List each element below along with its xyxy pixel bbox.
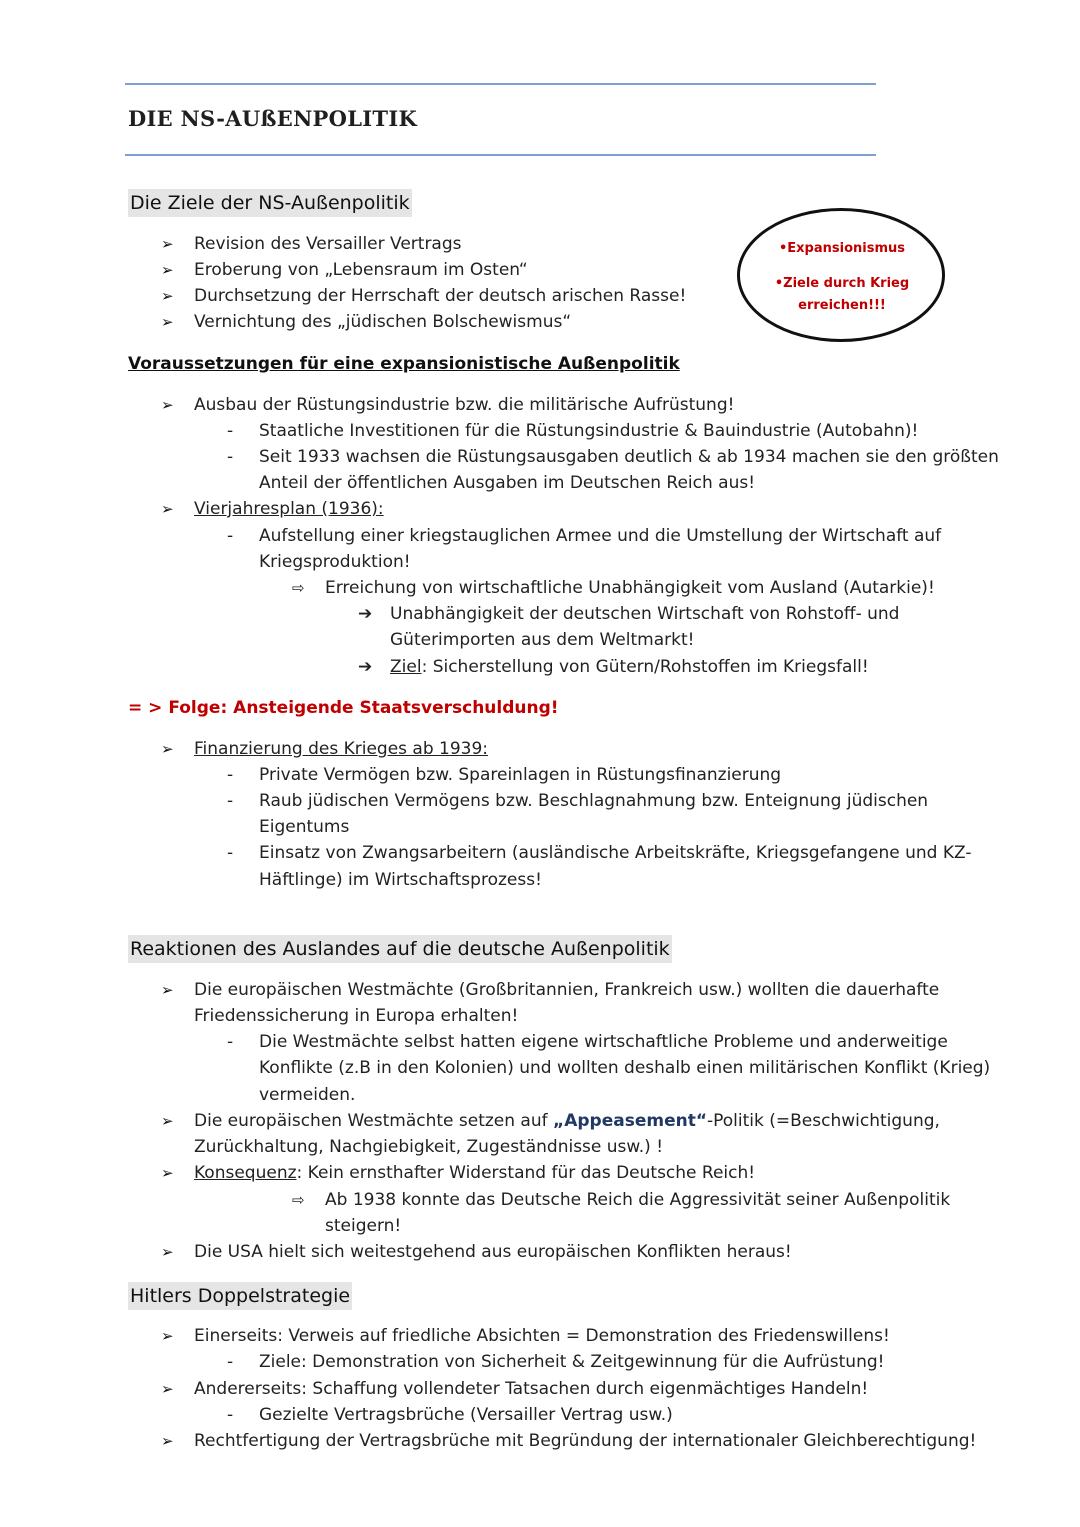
appeasement-item [194,1109,940,1133]
war-financing-subitem: Private Vermögen bzw. Spareinlagen in Rüstungsfinanzierung [259,765,782,785]
bullet-icon: ➢ [161,396,174,414]
dash-icon: - [227,447,234,467]
section-heading-reactions: Reaktionen des Auslandes auf die deutsche Außenpolitik [128,935,672,963]
reaction-subitem-cont: Konflikte (z.B in den Kolonien) und wollten deshalb einen militärischen Konflikt (Krieg) [259,1058,991,1078]
consequence-text: : Kein ernsthafter Widerstand für das Deutsche Reich! [296,1163,756,1183]
strategy-item: Andererseits: Schaffung vollendeter Tatsachen durch eigenmächtiges Handeln! [194,1379,869,1399]
reaction-item: Die europäischen Westmächte (Großbritannien, Frankreich usw.) wollten die dauerhafte [194,980,940,1000]
prereq-subitem: Seit 1933 wachsen die Rüstungsausgaben deutlich & ab 1934 machen sie den größten [259,447,999,467]
top-rule [125,83,876,85]
war-financing-subitem-cont: Häftlinge) im Wirtschaftsprozess! [259,870,542,890]
reaction-subitem: Die Westmächte selbst hatten eigene wirtschaftliche Probleme und anderweitige [259,1032,948,1052]
oval-text-expansionism: •Expansionismus [778,241,906,256]
goal-item: Durchsetzung der Herrschaft der deutsch arischen Rasse! [194,286,687,306]
goal-text: : Sicherstellung von Gütern/Rohstoffen im Kriegsfall! [421,657,869,677]
bold-arrow-icon: ➔ [358,604,373,624]
appeasement-item-cont: Zurückhaltung, Nachgiebigkeit, Zugeständnisse usw.) ! [194,1137,664,1157]
hollow-arrow-icon: ⇨ [292,1191,305,1209]
dash-icon: - [227,843,234,863]
appeasement-post: -Politik (=Beschwichtigung, [707,1111,940,1131]
appeasement-term: „Appeasement“ [553,1111,707,1131]
bullet-icon: ➢ [161,1243,174,1261]
dash-icon: - [227,526,234,546]
dash-icon: - [227,421,234,441]
goal-item: Eroberung von „Lebensraum im Osten“ [194,260,528,280]
bullet-icon: ➢ [161,1112,174,1130]
goal-item: Vernichtung des „jüdischen Bolschewismus“ [194,312,572,332]
bullet-icon: ➢ [161,1432,174,1450]
bullet-icon: ➢ [161,313,174,331]
hollow-arrow-icon: ⇨ [292,579,305,597]
aggression-item-cont: steigern! [325,1216,402,1236]
independence-item: Unabhängigkeit der deutschen Wirtschaft von Rohstoff- und [390,604,900,624]
aggression-item: Ab 1938 konnte das Deutsche Reich die Aggressivität seiner Außenpolitik [325,1190,951,1210]
title-rule [125,154,876,156]
dash-icon: - [227,1352,234,1372]
oval-text-war-goals: •Ziele durch Krieg [774,276,910,291]
independence-item-cont: Güterimporten aus dem Weltmarkt! [390,630,695,650]
goal-item: Revision des Versailler Vertrags [194,234,462,254]
bullet-icon: ➢ [161,261,174,279]
consequence-debt: = > Folge: Ansteigende Staatsverschuldung! [128,698,559,718]
dash-icon: - [227,791,234,811]
dash-icon: - [227,1405,234,1425]
bullet-icon: ➢ [161,287,174,305]
strategy-item: Rechtfertigung der Vertragsbrüche mit Begründung der internationaler Gleichberechtigung! [194,1431,977,1451]
autarky-item: Erreichung von wirtschaftliche Unabhängigkeit vom Ausland (Autarkie)! [325,578,935,598]
appeasement-pre: Die europäischen Westmächte setzen auf [194,1111,554,1131]
section-heading-goals: Die Ziele der NS-Außenpolitik [128,189,412,217]
dash-icon: - [227,765,234,785]
usa-item: Die USA hielt sich weitestgehend aus europäischen Konflikten heraus! [194,1242,792,1262]
war-financing-subitem-cont: Eigentums [259,817,350,837]
prereq-item: Ausbau der Rüstungsindustrie bzw. die militärische Aufrüstung! [194,395,735,415]
strategy-subitem: Ziele: Demonstration von Sicherheit & Zeitgewinnung für die Aufrüstung! [259,1352,885,1372]
reaction-subitem-cont: vermeiden. [259,1085,356,1105]
strategy-subitem: Gezielte Vertragsbrüche (Versailler Vertrag usw.) [259,1405,673,1425]
war-financing-item: Finanzierung des Krieges ab 1939: [194,739,489,759]
goal-label: Ziel [390,657,422,677]
consequence-item [194,1161,755,1185]
war-financing-subitem: Einsatz von Zwangsarbeitern (ausländische Arbeitskräfte, Kriegsgefangene und KZ- [259,843,972,863]
war-financing-subitem: Raub jüdischen Vermögens bzw. Beschlagnahmung bzw. Enteignung jüdischen [259,791,929,811]
strategy-item: Einerseits: Verweis auf friedliche Absichten = Demonstration des Friedenswillens! [194,1326,890,1346]
bold-arrow-icon: ➔ [358,657,373,677]
goal-securing-item [390,655,869,679]
four-year-plan-subitem: Aufstellung einer kriegstauglichen Armee und die Umstellung der Wirtschaft auf [259,526,942,546]
bullet-icon: ➢ [161,500,174,518]
reaction-item-cont: Friedenssicherung in Europa erhalten! [194,1006,519,1026]
bullet-icon: ➢ [161,740,174,758]
oval-text-achieve: erreichen!!! [798,298,886,313]
dash-icon: - [227,1032,234,1052]
bullet-icon: ➢ [161,235,174,253]
bullet-icon: ➢ [161,1327,174,1345]
bullet-icon: ➢ [161,1380,174,1398]
four-year-plan-subitem-cont: Kriegsproduktion! [259,552,411,572]
section-heading-prerequisites: Voraussetzungen für eine expansionistische Außenpolitik [128,354,680,374]
bullet-icon: ➢ [161,981,174,999]
page-title: DIE NS-AUßENPOLITIK [128,106,418,131]
bullet-icon: ➢ [161,1164,174,1182]
four-year-plan-item: Vierjahresplan (1936): [194,499,384,519]
consequence-label: Konsequenz [194,1163,297,1183]
prereq-subitem-cont: Anteil der öffentlichen Ausgaben im Deutschen Reich aus! [259,473,756,493]
prereq-subitem: Staatliche Investitionen für die Rüstungsindustrie & Bauindustrie (Autobahn)! [259,421,919,441]
section-heading-double-strategy: Hitlers Doppelstrategie [128,1282,352,1310]
